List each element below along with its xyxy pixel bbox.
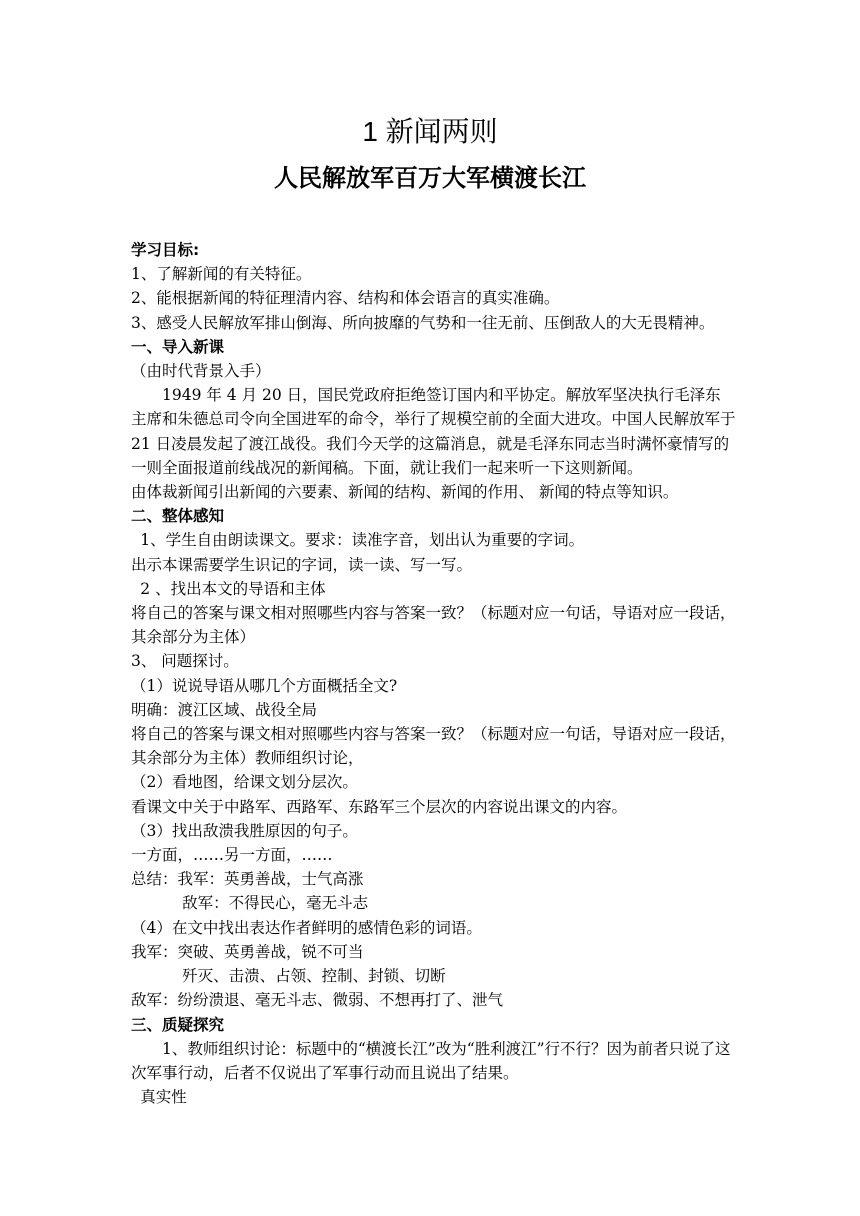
text-line: 3、 问题探讨。 xyxy=(131,652,239,671)
text-line: 真实性 xyxy=(140,1088,187,1107)
text-line: 一方面，……另一方面，…… xyxy=(131,846,333,865)
text-line: 我军：突破、英勇善战，锐不可当 xyxy=(131,942,364,961)
article-title: 人民解放军百万大军横渡长江 xyxy=(274,165,586,192)
section-note: （由时代背景入手） xyxy=(131,362,271,381)
document-body xyxy=(131,238,736,1109)
paragraph: 1949 年 4 月 20 日，国民党政府拒绝签订国内和平协定。解放军坚决执行毛泽东主席和朱德总司令向全国进军的命令，举行了规模空前的全面大进攻。中国人民解放军于 21 日凌晨发起了渡江战役。我们今天学的这篇消息，就是毛泽东同志当时满怀豪情写的一则全面报道前线战况的新闻稿。下面，就让我们一起来听一下这则新闻。 xyxy=(131,386,736,477)
section-heading: 二、整体感知 xyxy=(131,507,225,526)
goal-item: 1、了解新闻的有关特征。 xyxy=(131,265,312,284)
text-line: （2）看地图，给课文划分层次。 xyxy=(131,773,358,792)
text-line: 敌军：纷纷溃退、毫无斗志、微弱、不想再打了、泄气 xyxy=(131,991,504,1010)
text-line: 明确：渡江区域、战役全局 xyxy=(131,700,318,719)
paragraph: 由体裁新闻引出新闻的六要素、新闻的结构、新闻的作用、 新闻的特点等知识。 xyxy=(131,483,679,502)
text-line: （1）说说导语从哪几个方面概括全文? xyxy=(131,676,398,695)
goals-heading: 学习目标: xyxy=(131,241,200,259)
paragraph: 1、教师组织讨论：标题中的“横渡长江”改为“胜利渡江”行不行？因为前者只说了这次军事行动，后者不仅说出了军事行动而且说出了结果。 xyxy=(131,1039,731,1082)
text-line: 将自己的答案与课文相对照哪些内容与答案一致？（标题对应一句话，导语对应一段话，其余部分为主体）教师组织讨论， xyxy=(131,725,736,768)
text-line: 总结：我军：英勇善战，士气高涨 xyxy=(131,870,364,889)
text-line: （3）找出敌溃我胜原因的句子。 xyxy=(131,821,358,840)
text-line: 歼灭、击溃、占领、控制、封锁、切断 xyxy=(182,967,446,986)
text-line: 将自己的答案与课文相对照哪些内容与答案一致？（标题对应一句话，导语对应一段话，其余部分为主体） xyxy=(131,604,736,647)
section-heading: 三、质疑探究 xyxy=(131,1015,225,1034)
text-line: 出示本课需要学生识记的字词，读一读、写一写。 xyxy=(131,555,473,574)
section-heading: 一、导入新课 xyxy=(131,337,225,356)
text-line: 敌军：不得民心，毫无斗志 xyxy=(182,894,369,913)
text-line: 2 、找出本文的导语和主体 xyxy=(140,579,326,598)
text-line: （4）在文中找出表达作者鲜明的感情色彩的词语。 xyxy=(131,918,482,937)
goal-item: 2、能根据新闻的特征理清内容、结构和体会语言的真实准确。 xyxy=(131,289,560,308)
goal-item: 3、感受人民解放军排山倒海、所向披靡的气势和一往无前、压倒敌人的大无畏精神。 xyxy=(131,313,715,332)
document-title: 1 新闻两则 xyxy=(362,116,498,147)
text-line: 1、学生自由朗读课文。要求：读准字音，划出认为重要的字词。 xyxy=(140,531,585,550)
text-line: 看课文中关于中路军、西路军、东路军三个层次的内容说出课文的内容。 xyxy=(131,797,628,816)
